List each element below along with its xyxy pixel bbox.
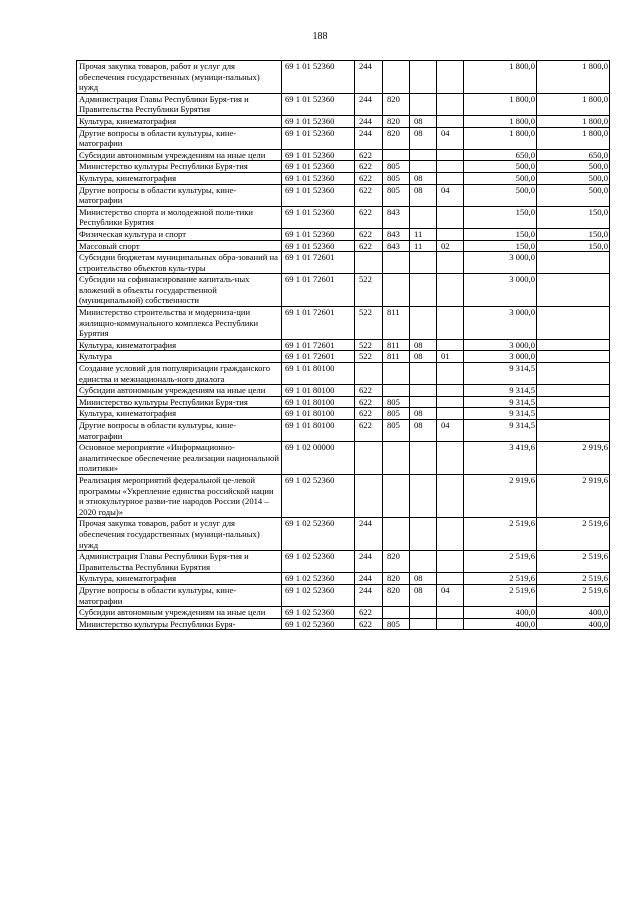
cell-expense-type: 244 bbox=[355, 518, 383, 551]
cell-amount-2 bbox=[537, 408, 610, 420]
cell-target-article: 69 1 01 72601 bbox=[282, 351, 355, 363]
cell-name: Субсидии автономным учреждениям на иные цели bbox=[77, 149, 282, 161]
cell-ministry-code bbox=[383, 363, 410, 385]
cell-subsection bbox=[437, 172, 464, 184]
cell-ministry-code bbox=[383, 518, 410, 551]
cell-subsection bbox=[437, 551, 464, 573]
cell-section: 08 bbox=[410, 127, 437, 149]
cell-name: Культура, кинематография bbox=[77, 573, 282, 585]
cell-amount-1: 2 519,6 bbox=[464, 518, 537, 551]
cell-amount-1: 1 800,0 bbox=[464, 115, 537, 127]
table-row bbox=[77, 206, 610, 228]
cell-expense-type: 244 bbox=[355, 584, 383, 606]
cell-target-article: 69 1 02 52360 bbox=[282, 573, 355, 585]
cell-subsection bbox=[437, 228, 464, 240]
cell-amount-1: 3 000,0 bbox=[464, 351, 537, 363]
cell-target-article: 69 1 01 52360 bbox=[282, 184, 355, 206]
cell-section bbox=[410, 618, 437, 630]
cell-subsection bbox=[437, 518, 464, 551]
cell-ministry-code: 811 bbox=[383, 307, 410, 340]
cell-ministry-code: 805 bbox=[383, 618, 410, 630]
cell-target-article: 69 1 01 72601 bbox=[282, 252, 355, 274]
cell-subsection bbox=[437, 115, 464, 127]
cell-amount-2: 1 800,0 bbox=[537, 93, 610, 115]
cell-amount-2: 150,0 bbox=[537, 206, 610, 228]
cell-target-article: 69 1 01 52360 bbox=[282, 93, 355, 115]
cell-expense-type: 522 bbox=[355, 339, 383, 351]
table-row bbox=[77, 93, 610, 115]
cell-expense-type bbox=[355, 363, 383, 385]
table-row bbox=[77, 518, 610, 551]
cell-name: Массовый спорт bbox=[77, 240, 282, 252]
cell-section bbox=[410, 149, 437, 161]
cell-expense-type: 622 bbox=[355, 607, 383, 619]
cell-amount-1: 3 000,0 bbox=[464, 252, 537, 274]
table-row bbox=[77, 420, 610, 442]
cell-name: Субсидии автономным учреждениям на иные цели bbox=[77, 385, 282, 397]
cell-amount-1: 2 519,6 bbox=[464, 584, 537, 606]
table-row bbox=[77, 573, 610, 585]
cell-expense-type: 622 bbox=[355, 385, 383, 397]
cell-ministry-code: 805 bbox=[383, 396, 410, 408]
cell-section: 08 bbox=[410, 351, 437, 363]
cell-target-article: 69 1 01 80100 bbox=[282, 396, 355, 408]
cell-expense-type: 622 bbox=[355, 396, 383, 408]
cell-expense-type bbox=[355, 252, 383, 274]
cell-amount-2: 500,0 bbox=[537, 161, 610, 173]
cell-target-article: 69 1 01 80100 bbox=[282, 363, 355, 385]
cell-section bbox=[410, 161, 437, 173]
cell-subsection bbox=[437, 161, 464, 173]
cell-subsection bbox=[437, 618, 464, 630]
table-row bbox=[77, 127, 610, 149]
cell-subsection bbox=[437, 206, 464, 228]
cell-amount-2: 2 519,6 bbox=[537, 518, 610, 551]
cell-amount-2 bbox=[537, 274, 610, 307]
cell-name: Физическая культура и спорт bbox=[77, 228, 282, 240]
table-row bbox=[77, 149, 610, 161]
cell-expense-type: 622 bbox=[355, 172, 383, 184]
cell-amount-2 bbox=[537, 307, 610, 340]
cell-name: Другие вопросы в области культуры, кине-матографии bbox=[77, 127, 282, 149]
cell-subsection: 04 bbox=[437, 127, 464, 149]
cell-name: Другие вопросы в области культуры, кине-матографии bbox=[77, 420, 282, 442]
cell-amount-2 bbox=[537, 385, 610, 397]
cell-section: 08 bbox=[410, 584, 437, 606]
cell-subsection bbox=[437, 442, 464, 475]
cell-name: Министерство строительства и модерниза-ции жилищно-коммунального комплекса Республики Бурятия bbox=[77, 307, 282, 340]
cell-amount-1: 1 800,0 bbox=[464, 127, 537, 149]
cell-target-article: 69 1 01 52360 bbox=[282, 149, 355, 161]
cell-subsection bbox=[437, 573, 464, 585]
cell-section bbox=[410, 385, 437, 397]
cell-target-article: 69 1 01 72601 bbox=[282, 339, 355, 351]
cell-target-article: 69 1 02 52360 bbox=[282, 474, 355, 517]
cell-ministry-code: 805 bbox=[383, 408, 410, 420]
cell-ministry-code bbox=[383, 274, 410, 307]
cell-expense-type: 622 bbox=[355, 149, 383, 161]
cell-name: Основное мероприятие «Информационно-аналитическое обеспечение реализации национальной политики» bbox=[77, 442, 282, 475]
cell-amount-2: 150,0 bbox=[537, 228, 610, 240]
cell-ministry-code: 820 bbox=[383, 551, 410, 573]
cell-section bbox=[410, 206, 437, 228]
cell-name: Прочая закупка товаров, работ и услуг для обеспечения государственных (муници-пальных) нужд bbox=[77, 518, 282, 551]
cell-subsection: 04 bbox=[437, 184, 464, 206]
cell-amount-1: 9 314,5 bbox=[464, 363, 537, 385]
cell-ministry-code: 805 bbox=[383, 184, 410, 206]
cell-ministry-code bbox=[383, 442, 410, 475]
cell-target-article: 69 1 01 52360 bbox=[282, 172, 355, 184]
cell-ministry-code: 843 bbox=[383, 228, 410, 240]
cell-name: Другие вопросы в области культуры, кине-матографии bbox=[77, 184, 282, 206]
cell-subsection bbox=[437, 339, 464, 351]
cell-amount-2: 1 800,0 bbox=[537, 127, 610, 149]
cell-amount-1: 3 000,0 bbox=[464, 274, 537, 307]
cell-name: Администрация Главы Республики Буря-тия и Правительства Республики Бурятия bbox=[77, 93, 282, 115]
cell-section bbox=[410, 252, 437, 274]
cell-name: Прочая закупка товаров, работ и услуг для обеспечения государственных (муници-пальных) нужд bbox=[77, 61, 282, 94]
cell-expense-type: 244 bbox=[355, 93, 383, 115]
cell-amount-2: 500,0 bbox=[537, 184, 610, 206]
cell-name: Субсидии автономным учреждениям на иные цели bbox=[77, 607, 282, 619]
cell-section: 08 bbox=[410, 573, 437, 585]
cell-expense-type: 522 bbox=[355, 351, 383, 363]
cell-subsection: 01 bbox=[437, 351, 464, 363]
cell-amount-2: 650,0 bbox=[537, 149, 610, 161]
cell-amount-1: 500,0 bbox=[464, 184, 537, 206]
cell-ministry-code: 820 bbox=[383, 115, 410, 127]
cell-amount-1: 400,0 bbox=[464, 607, 537, 619]
cell-amount-2 bbox=[537, 420, 610, 442]
cell-name: Министерство культуры Республики Буря-тия bbox=[77, 396, 282, 408]
cell-amount-1: 150,0 bbox=[464, 206, 537, 228]
cell-target-article: 69 1 01 52360 bbox=[282, 161, 355, 173]
cell-name: Культура bbox=[77, 351, 282, 363]
cell-amount-1: 1 800,0 bbox=[464, 61, 537, 94]
table-row bbox=[77, 172, 610, 184]
cell-expense-type: 244 bbox=[355, 573, 383, 585]
cell-name: Создание условий для популяризации гражданского единства и межнациональ-ного диалога bbox=[77, 363, 282, 385]
cell-amount-1: 9 314,5 bbox=[464, 408, 537, 420]
table-row bbox=[77, 351, 610, 363]
cell-amount-1: 2 519,6 bbox=[464, 573, 537, 585]
cell-ministry-code: 805 bbox=[383, 420, 410, 442]
cell-section bbox=[410, 363, 437, 385]
table-row bbox=[77, 618, 610, 630]
cell-expense-type: 622 bbox=[355, 228, 383, 240]
cell-ministry-code: 820 bbox=[383, 93, 410, 115]
table-row bbox=[77, 339, 610, 351]
cell-expense-type: 522 bbox=[355, 307, 383, 340]
cell-ministry-code: 843 bbox=[383, 206, 410, 228]
cell-section bbox=[410, 551, 437, 573]
cell-section: 08 bbox=[410, 172, 437, 184]
table-row bbox=[77, 61, 610, 94]
cell-expense-type: 622 bbox=[355, 240, 383, 252]
cell-amount-2: 2 919,6 bbox=[537, 442, 610, 475]
table-row bbox=[77, 274, 610, 307]
cell-ministry-code: 805 bbox=[383, 172, 410, 184]
cell-amount-1: 400,0 bbox=[464, 618, 537, 630]
cell-name: Другие вопросы в области культуры, кине-матографии bbox=[77, 584, 282, 606]
cell-amount-1: 9 314,5 bbox=[464, 396, 537, 408]
table-row bbox=[77, 442, 610, 475]
cell-ministry-code: 805 bbox=[383, 161, 410, 173]
cell-subsection bbox=[437, 363, 464, 385]
table-row bbox=[77, 551, 610, 573]
cell-amount-1: 500,0 bbox=[464, 161, 537, 173]
cell-name: Культура, кинематография bbox=[77, 172, 282, 184]
cell-ministry-code bbox=[383, 149, 410, 161]
cell-section bbox=[410, 518, 437, 551]
cell-name: Реализация мероприятий федеральной це-левой программы «Укрепление единства российской нации и этнокультурное разви-тие народов России (2014 – 2020 годы)» bbox=[77, 474, 282, 517]
cell-name: Министерство спорта и молодежной поли-тики Республики Бурятия bbox=[77, 206, 282, 228]
cell-ministry-code: 843 bbox=[383, 240, 410, 252]
cell-ministry-code bbox=[383, 61, 410, 94]
cell-section bbox=[410, 607, 437, 619]
cell-name: Культура, кинематография bbox=[77, 408, 282, 420]
cell-subsection: 02 bbox=[437, 240, 464, 252]
cell-expense-type bbox=[355, 442, 383, 475]
cell-ministry-code bbox=[383, 385, 410, 397]
cell-expense-type: 622 bbox=[355, 618, 383, 630]
cell-section: 08 bbox=[410, 115, 437, 127]
cell-subsection: 04 bbox=[437, 584, 464, 606]
cell-name: Субсидии бюджетам муниципальных обра-зований на строительство объектов куль-туры bbox=[77, 252, 282, 274]
cell-amount-2 bbox=[537, 363, 610, 385]
table-row bbox=[77, 252, 610, 274]
budget-table-body bbox=[77, 61, 610, 630]
cell-section bbox=[410, 396, 437, 408]
cell-subsection bbox=[437, 474, 464, 517]
cell-expense-type: 244 bbox=[355, 115, 383, 127]
cell-target-article: 69 1 01 52360 bbox=[282, 61, 355, 94]
table-row bbox=[77, 240, 610, 252]
cell-amount-2: 2 519,6 bbox=[537, 573, 610, 585]
cell-expense-type: 622 bbox=[355, 206, 383, 228]
table-row bbox=[77, 584, 610, 606]
cell-amount-1: 9 314,5 bbox=[464, 385, 537, 397]
cell-amount-2: 2 519,6 bbox=[537, 551, 610, 573]
cell-amount-1: 150,0 bbox=[464, 228, 537, 240]
cell-expense-type: 522 bbox=[355, 274, 383, 307]
cell-ministry-code: 811 bbox=[383, 351, 410, 363]
cell-section bbox=[410, 93, 437, 115]
cell-amount-2 bbox=[537, 396, 610, 408]
cell-amount-2 bbox=[537, 252, 610, 274]
cell-ministry-code bbox=[383, 474, 410, 517]
cell-name: Субсидии на софинансирование капиталь-ных вложений в объекты государственной (муниципальной) собственности bbox=[77, 274, 282, 307]
cell-section: 08 bbox=[410, 420, 437, 442]
table-row bbox=[77, 607, 610, 619]
cell-target-article: 69 1 01 52360 bbox=[282, 240, 355, 252]
cell-name: Администрация Главы Республики Буря-тия и Правительства Республики Бурятия bbox=[77, 551, 282, 573]
cell-target-article: 69 1 01 52360 bbox=[282, 115, 355, 127]
table-row bbox=[77, 408, 610, 420]
cell-target-article: 69 1 02 52360 bbox=[282, 618, 355, 630]
cell-section bbox=[410, 61, 437, 94]
cell-ministry-code: 820 bbox=[383, 573, 410, 585]
cell-section: 08 bbox=[410, 339, 437, 351]
table-row bbox=[77, 474, 610, 517]
cell-section: 08 bbox=[410, 184, 437, 206]
cell-amount-1: 9 314,5 bbox=[464, 420, 537, 442]
cell-section bbox=[410, 442, 437, 475]
cell-amount-2 bbox=[537, 351, 610, 363]
cell-name: Министерство культуры Республики Буря-тия bbox=[77, 161, 282, 173]
cell-target-article: 69 1 01 52360 bbox=[282, 127, 355, 149]
table-row bbox=[77, 228, 610, 240]
cell-target-article: 69 1 01 80100 bbox=[282, 385, 355, 397]
cell-target-article: 69 1 01 80100 bbox=[282, 420, 355, 442]
cell-name: Министерство культуры Республики Буря- bbox=[77, 618, 282, 630]
cell-ministry-code bbox=[383, 252, 410, 274]
cell-amount-1: 2 919,6 bbox=[464, 474, 537, 517]
cell-ministry-code: 811 bbox=[383, 339, 410, 351]
cell-expense-type: 244 bbox=[355, 551, 383, 573]
cell-subsection bbox=[437, 93, 464, 115]
cell-section: 11 bbox=[410, 240, 437, 252]
cell-ministry-code: 820 bbox=[383, 584, 410, 606]
cell-section: 08 bbox=[410, 408, 437, 420]
cell-target-article: 69 1 01 72601 bbox=[282, 307, 355, 340]
cell-subsection bbox=[437, 149, 464, 161]
cell-amount-1: 500,0 bbox=[464, 172, 537, 184]
cell-amount-1: 3 419,6 bbox=[464, 442, 537, 475]
cell-section bbox=[410, 274, 437, 307]
cell-amount-1: 2 519,6 bbox=[464, 551, 537, 573]
cell-target-article: 69 1 01 52360 bbox=[282, 206, 355, 228]
cell-subsection bbox=[437, 408, 464, 420]
cell-amount-2: 2 519,6 bbox=[537, 584, 610, 606]
cell-amount-2: 1 800,0 bbox=[537, 61, 610, 94]
table-row bbox=[77, 115, 610, 127]
cell-expense-type: 244 bbox=[355, 127, 383, 149]
cell-amount-2: 500,0 bbox=[537, 172, 610, 184]
table-row bbox=[77, 161, 610, 173]
cell-subsection bbox=[437, 307, 464, 340]
cell-amount-2: 1 800,0 bbox=[537, 115, 610, 127]
cell-amount-1: 1 800,0 bbox=[464, 93, 537, 115]
table-row bbox=[77, 385, 610, 397]
cell-amount-1: 3 000,0 bbox=[464, 339, 537, 351]
cell-expense-type: 244 bbox=[355, 61, 383, 94]
cell-expense-type: 622 bbox=[355, 161, 383, 173]
cell-subsection bbox=[437, 274, 464, 307]
cell-amount-1: 650,0 bbox=[464, 149, 537, 161]
cell-subsection: 04 bbox=[437, 420, 464, 442]
cell-target-article: 69 1 02 52360 bbox=[282, 584, 355, 606]
cell-target-article: 69 1 02 52360 bbox=[282, 607, 355, 619]
cell-amount-2: 2 919,6 bbox=[537, 474, 610, 517]
cell-amount-1: 150,0 bbox=[464, 240, 537, 252]
cell-expense-type: 622 bbox=[355, 184, 383, 206]
table-row bbox=[77, 184, 610, 206]
page-number: 188 bbox=[312, 31, 328, 42]
cell-amount-2 bbox=[537, 339, 610, 351]
cell-name: Культура, кинематография bbox=[77, 115, 282, 127]
cell-subsection bbox=[437, 396, 464, 408]
cell-subsection bbox=[437, 385, 464, 397]
cell-amount-2: 400,0 bbox=[537, 607, 610, 619]
cell-expense-type bbox=[355, 474, 383, 517]
cell-target-article: 69 1 02 52360 bbox=[282, 518, 355, 551]
cell-amount-1: 3 000,0 bbox=[464, 307, 537, 340]
cell-target-article: 69 1 01 80100 bbox=[282, 408, 355, 420]
cell-section: 11 bbox=[410, 228, 437, 240]
cell-target-article: 69 1 01 52360 bbox=[282, 228, 355, 240]
cell-name: Культура, кинематография bbox=[77, 339, 282, 351]
cell-amount-2: 150,0 bbox=[537, 240, 610, 252]
budget-table bbox=[76, 60, 610, 630]
cell-ministry-code bbox=[383, 607, 410, 619]
table-row bbox=[77, 363, 610, 385]
cell-subsection bbox=[437, 252, 464, 274]
cell-expense-type: 622 bbox=[355, 408, 383, 420]
cell-section bbox=[410, 307, 437, 340]
cell-target-article: 69 1 02 52360 bbox=[282, 551, 355, 573]
cell-target-article: 69 1 01 72601 bbox=[282, 274, 355, 307]
cell-subsection bbox=[437, 61, 464, 94]
cell-ministry-code: 820 bbox=[383, 127, 410, 149]
cell-target-article: 69 1 02 00000 bbox=[282, 442, 355, 475]
cell-subsection bbox=[437, 607, 464, 619]
table-row bbox=[77, 396, 610, 408]
cell-amount-2: 400,0 bbox=[537, 618, 610, 630]
cell-section bbox=[410, 474, 437, 517]
cell-expense-type: 622 bbox=[355, 420, 383, 442]
table-row bbox=[77, 307, 610, 340]
